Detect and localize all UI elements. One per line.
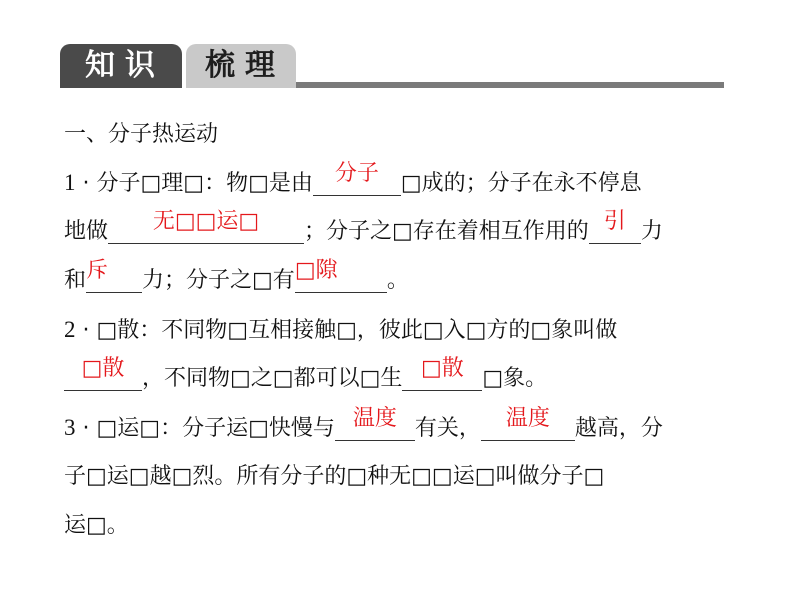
item2-line2 — [64, 354, 764, 403]
item2-answer-1: □散 — [81, 356, 125, 381]
item3-text-e: 运□。 — [64, 513, 129, 538]
item2-number: 2 — [64, 317, 76, 342]
item3-line1 — [64, 403, 764, 452]
item2-dot: · — [82, 318, 90, 343]
item1-text-f: 和 — [64, 268, 87, 293]
header-tab-sub: 梳理 — [186, 44, 296, 88]
item2-answer-2: □散 — [420, 356, 464, 381]
item1-line1 — [64, 158, 764, 207]
item1-text-a: 分子□理□：物□是由 — [96, 171, 313, 196]
item1-text-e: 力 — [640, 219, 663, 244]
item3-dot: · — [82, 416, 90, 441]
item1-text-g: 力；分子之□有 — [142, 268, 295, 293]
item1-blank-5[interactable] — [294, 258, 387, 293]
item2-blank-1[interactable] — [64, 356, 142, 391]
item3-answer-1: 温度 — [352, 406, 397, 431]
item3-text-d: 子□运□越□烈。所有分子的□种无□□运□叫做分子□ — [64, 464, 605, 489]
item3-line3 — [64, 501, 764, 550]
item1-blank-1[interactable] — [313, 161, 401, 196]
item2-text-b: ，不同物□之□都可以□生 — [142, 366, 403, 391]
item1-text-h: 。 — [386, 268, 409, 293]
item1-line2 — [64, 207, 764, 256]
header-rule — [296, 82, 724, 88]
item1-answer-1: 分子 — [334, 161, 379, 186]
item2-text-c: □象。 — [482, 366, 548, 391]
item1-answer-3: 引 — [603, 209, 626, 234]
item3-blank-1[interactable] — [335, 406, 415, 441]
item2-line1 — [64, 305, 764, 354]
item2-blank-2[interactable] — [402, 356, 482, 391]
item1-text-c: 地做 — [64, 219, 109, 244]
worksheet-body — [64, 112, 764, 550]
item3-text-b: 有关， — [414, 416, 481, 441]
item3-number: 3 — [64, 415, 76, 440]
item3-blank-2[interactable] — [481, 406, 575, 441]
item1-blank-4[interactable] — [86, 258, 142, 293]
item3-text-a: □运□：分子运□快慢与 — [96, 416, 335, 441]
item1-blank-2[interactable] — [108, 209, 304, 244]
section-header — [60, 44, 724, 92]
section-title: 一、分子热运动 — [64, 122, 219, 147]
item3-line2 — [64, 452, 764, 501]
item1-line3 — [64, 256, 764, 305]
item1-blank-3[interactable] — [589, 209, 641, 244]
item3-text-c: 越高，分 — [574, 416, 663, 441]
item3-answer-2: 温度 — [505, 406, 550, 431]
item1-text-b: □成的；分子在永不停息 — [400, 171, 642, 196]
item1-text-d: ；分子之□存在着相互作用的 — [304, 219, 589, 244]
item1-answer-2: 无□□运□ — [152, 209, 260, 234]
item1-dot: · — [82, 171, 90, 196]
header-tab-main: 知识 — [60, 44, 182, 88]
item1-answer-4: 斥 — [86, 258, 109, 283]
item1-answer-5: □隙 — [294, 258, 338, 283]
item1-number: 1 — [64, 170, 76, 195]
item2-text-a: □散：不同物□互相接触□，彼此□入□方的□象叫做 — [96, 318, 618, 343]
